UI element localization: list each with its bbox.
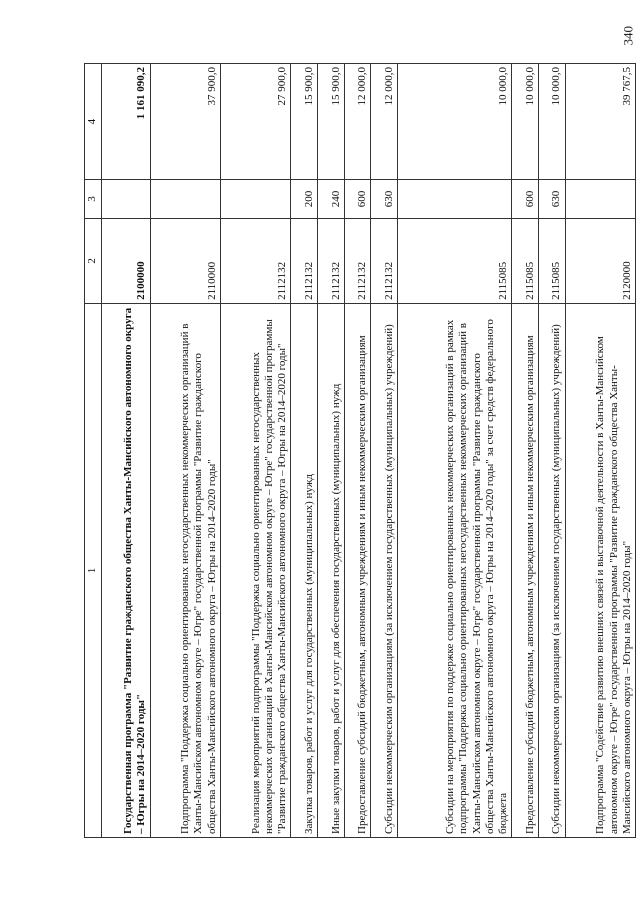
row-expense-type: 600 — [344, 180, 371, 219]
row-target-code: 2115085 — [398, 218, 512, 303]
table-row — [538, 64, 565, 838]
row-target-code: 2112132 — [317, 218, 344, 303]
table-row — [220, 64, 290, 838]
row-name: Субсидии некоммерческим организациям (за исключением государственных (муниципальных) учреждений) — [538, 303, 565, 837]
row-amount: 15 900,0 — [317, 64, 344, 180]
table-row — [512, 64, 539, 838]
row-name: Государственная программа "Развитие гражданского общества Ханты-Мансийского автономного округа – Югры на 2014–2020 годы" — [102, 303, 151, 837]
row-amount: 12 000,0 — [344, 64, 371, 180]
rotated-table-container — [84, 63, 636, 838]
row-target-code: 2115085 — [538, 218, 565, 303]
budget-table — [84, 63, 636, 838]
row-name: Подпрограмма "Поддержка социально ориентированных негосударственных некоммерческих организаций в Ханты-Мансийском автономном округе – Югре" государственной программы "Развитие гражданского общества Ханты-Мансийского автономного округа – Югры на 2014–2020 годы" — [150, 303, 220, 837]
row-expense-type — [565, 180, 635, 219]
table-row — [102, 64, 151, 838]
row-amount: 37 900,0 — [150, 64, 220, 180]
row-amount: 12 000,0 — [371, 64, 398, 180]
row-name: Подпрограмма "Содействие развитию внешних связей и выставочной деятельности в Ханты-Мансийском автономном округе – Югре" государственной программы "Развитие гражданского общества Ханты-Мансийского автономного округа – Югры на 2014–2020 годы" — [565, 303, 635, 837]
header-col-4: 4 — [85, 64, 102, 180]
row-amount: 1 161 090,2 — [102, 64, 151, 180]
row-amount: 10 000,0 — [512, 64, 539, 180]
table-row — [371, 64, 398, 838]
table-row — [150, 64, 220, 838]
row-expense-type: 630 — [538, 180, 565, 219]
table-header-row — [85, 64, 102, 838]
table-row — [565, 64, 635, 838]
row-name: Предоставление субсидий бюджетным, автономным учреждениям и иным некоммерческим организациям — [512, 303, 539, 837]
row-expense-type: 240 — [317, 180, 344, 219]
row-amount: 10 000,0 — [398, 64, 512, 180]
row-target-code: 2115085 — [512, 218, 539, 303]
row-expense-type: 200 — [291, 180, 318, 219]
table-row — [398, 64, 512, 838]
row-amount: 10 000,0 — [538, 64, 565, 180]
table-row — [344, 64, 371, 838]
row-target-code: 2110000 — [150, 218, 220, 303]
header-col-1: 1 — [85, 303, 102, 837]
row-expense-type: 600 — [512, 180, 539, 219]
row-target-code: 2112132 — [220, 218, 290, 303]
row-target-code: 2112132 — [371, 218, 398, 303]
row-name: Предоставление субсидий бюджетным, автономным учреждениям и иным некоммерческим организациям — [344, 303, 371, 837]
row-expense-type — [102, 180, 151, 219]
row-expense-type — [150, 180, 220, 219]
row-target-code: 2112132 — [291, 218, 318, 303]
table-row — [291, 64, 318, 838]
row-amount: 15 900,0 — [291, 64, 318, 180]
table-row — [317, 64, 344, 838]
row-amount: 27 900,0 — [220, 64, 290, 180]
row-name: Закупка товаров, работ и услуг для государственных (муниципальных) нужд — [291, 303, 318, 837]
row-expense-type: 630 — [371, 180, 398, 219]
page-number: 340 — [620, 26, 635, 46]
header-col-3: 3 — [85, 180, 102, 219]
header-col-2: 2 — [85, 218, 102, 303]
row-name: Субсидии на мероприятия по поддержке социально ориентированных некоммерческих организаций в рамках подпрограммы "Поддержка социально ориентированных негосударственных некоммерческих организаций в Ханты-Мансийском автономном округе – Югре" государственной программы "Развитие гражданского общества Ханты-Мансийского автономного округа – Югры на 2014–2020 годы" за счет средств федерального бюджета — [398, 303, 512, 837]
row-name: Субсидии некоммерческим организациям (за исключением государственных (муниципальных) учреждений) — [371, 303, 398, 837]
row-expense-type — [398, 180, 512, 219]
row-target-code: 2112132 — [344, 218, 371, 303]
row-amount: 39 767,5 — [565, 64, 635, 180]
row-name: Иные закупки товаров, работ и услуг для обеспечения государственных (муниципальных) нужд — [317, 303, 344, 837]
row-name: Реализация мероприятий подпрограммы "Поддержка социально ориентированных негосударственных некоммерческих организаций в Ханты-Мансийском автономном округе – Югре" государственной программы "Развитие гражданского общества Ханты-Мансийского автономного округа – Югры на 2014–2020 годы" — [220, 303, 290, 837]
row-expense-type — [220, 180, 290, 219]
row-target-code: 2120000 — [565, 218, 635, 303]
row-target-code: 2100000 — [102, 218, 151, 303]
